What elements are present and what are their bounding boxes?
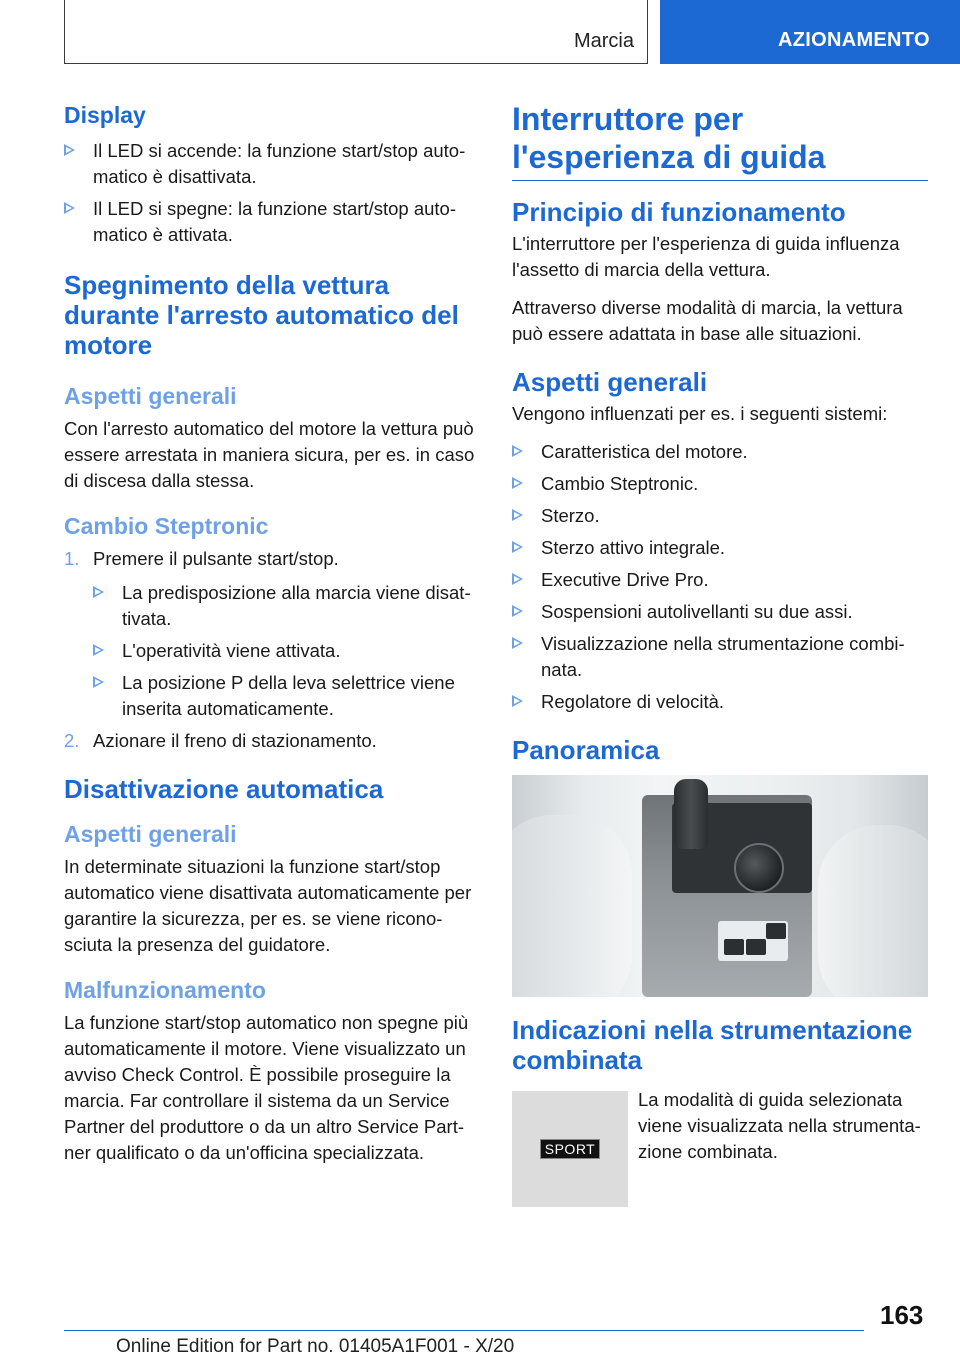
list-item: Caratteristica del motore. [512, 439, 928, 465]
triangle-bullet-icon [64, 202, 75, 214]
indicazioni-heading: Indicazioni nella strumentazione combinata [512, 1015, 913, 1075]
list-item: 1. Premere il pulsante start/stop. La predisposizione alla marcia viene disat-tivata. L'operatività viene attivata. La posizione P della leva selettrice viene inserita automaticamente. [64, 546, 480, 722]
principio-text-2: Attraverso diverse modalità di marcia, la vettura può essere adattata in base alle situazioni. [512, 297, 903, 344]
indicazioni-text: La modalità di guida selezionata viene visualizzata nella strumenta-zione combinata. [638, 1089, 921, 1162]
header-section: Marcia [573, 30, 634, 52]
footer-rule [64, 1330, 864, 1331]
page-number: 163 [880, 1300, 924, 1330]
list-item: Il LED si accende: la funzione start/stop auto-matico è disattivata. [64, 138, 480, 190]
console-button [724, 939, 744, 955]
triangle-bullet-icon [93, 644, 104, 656]
list-item: Sospensioni autolivellanti su due assi. [512, 599, 928, 625]
sport-badge: SPORT [540, 1139, 600, 1159]
principio-heading: Principio di funzionamento [512, 197, 846, 227]
header-frame [64, 0, 648, 64]
section-title: Interruttore per l'esperienza di guida [512, 101, 826, 175]
step-number: 2. [64, 730, 80, 751]
triangle-bullet-icon [93, 586, 104, 598]
disattivazione-heading: Disattivazione automatica [64, 774, 384, 804]
triangle-bullet-icon [512, 509, 523, 521]
console-button [766, 923, 786, 939]
cambio-heading: Cambio Steptronic [64, 513, 269, 539]
disattivazione-aspetti-text: In determinate situazioni la funzione start/stop automatico viene disattivata automaticamente per garantire la sicurezza, per es. se viene ricono-sciuta la presenza del guidatore. [64, 856, 472, 955]
list-item: Il LED si spegne: la funzione start/stop auto-matico è attivata. [64, 196, 480, 248]
list-item: L'operatività viene attivata. [93, 638, 480, 664]
step-number: 1. [64, 548, 80, 569]
aspetti-heading: Aspetti generali [512, 367, 708, 397]
triangle-bullet-icon [512, 573, 523, 585]
panoramica-heading: Panoramica [512, 735, 660, 765]
triangle-bullet-icon [512, 477, 523, 489]
list-item: Regolatore di velocità. [512, 689, 928, 715]
right-column [512, 100, 928, 1217]
header-chapter-tab [660, 0, 960, 64]
button-cluster [718, 921, 788, 961]
list-item: Sterzo attivo integrale. [512, 535, 928, 561]
seat-left [512, 815, 632, 997]
left-column [64, 100, 480, 1178]
list-item: Sterzo. [512, 503, 928, 529]
display-list [64, 138, 480, 248]
list-item: 2. Azionare il freno di stazionamento. [64, 728, 480, 754]
title-rule [512, 180, 928, 181]
triangle-bullet-icon [512, 605, 523, 617]
triangle-bullet-icon [93, 676, 104, 688]
gear-selector-lever [674, 779, 708, 849]
spegnimento-heading: Spegnimento della vettura durante l'arresto automatico del motore [64, 270, 459, 360]
systems-list [512, 439, 928, 715]
principio-text-1: L'interruttore per l'esperienza di guida influenza l'assetto di marcia della vettura. [512, 233, 900, 280]
triangle-bullet-icon [512, 695, 523, 707]
list-item: Visualizzazione nella strumentazione combi-nata. [512, 631, 928, 683]
step-sub-list [93, 580, 480, 722]
aspetti-text: Vengono influenzati per es. i seguenti sistemi: [512, 403, 888, 424]
center-console-image [512, 775, 928, 997]
idrive-controller-icon [734, 843, 784, 893]
seat-right [818, 825, 928, 997]
console-button [746, 939, 766, 955]
steps-list [64, 546, 480, 754]
triangle-bullet-icon [512, 541, 523, 553]
triangle-bullet-icon [512, 445, 523, 457]
header-chapter-label: AZIONAMENTO [778, 29, 930, 51]
list-item: Cambio Steptronic. [512, 471, 928, 497]
spegnimento-aspetti-text: Con l'arresto automatico del motore la vettura può essere arrestata in maniera sicura, per es. in caso di discesa dalla stessa. [64, 418, 475, 491]
display-heading: Display [64, 102, 146, 128]
indicazioni-block [512, 1087, 928, 1217]
sport-display-image [512, 1091, 628, 1207]
triangle-bullet-icon [64, 144, 75, 156]
malfunzionamento-heading: Malfunzionamento [64, 977, 266, 1003]
spegnimento-aspetti-heading: Aspetti generali [64, 383, 237, 409]
list-item: La predisposizione alla marcia viene disat-tivata. [93, 580, 480, 632]
disattivazione-aspetti-heading: Aspetti generali [64, 821, 237, 847]
list-item: Executive Drive Pro. [512, 567, 928, 593]
list-item: La posizione P della leva selettrice viene inserita automaticamente. [93, 670, 480, 722]
footer-edition: Online Edition for Part no. 01405A1F001 - X/20 [116, 1336, 515, 1357]
malfunzionamento-text: La funzione start/stop automatico non spegne più automaticamente il motore. Viene visualizzato un avviso Check Control. È possibile proseguire la marcia. Far controllare il sistema da un Service Partner del produttore o da un altro Service Part-ner qualificato o da un'officina specializzata. [64, 1012, 469, 1163]
triangle-bullet-icon [512, 637, 523, 649]
